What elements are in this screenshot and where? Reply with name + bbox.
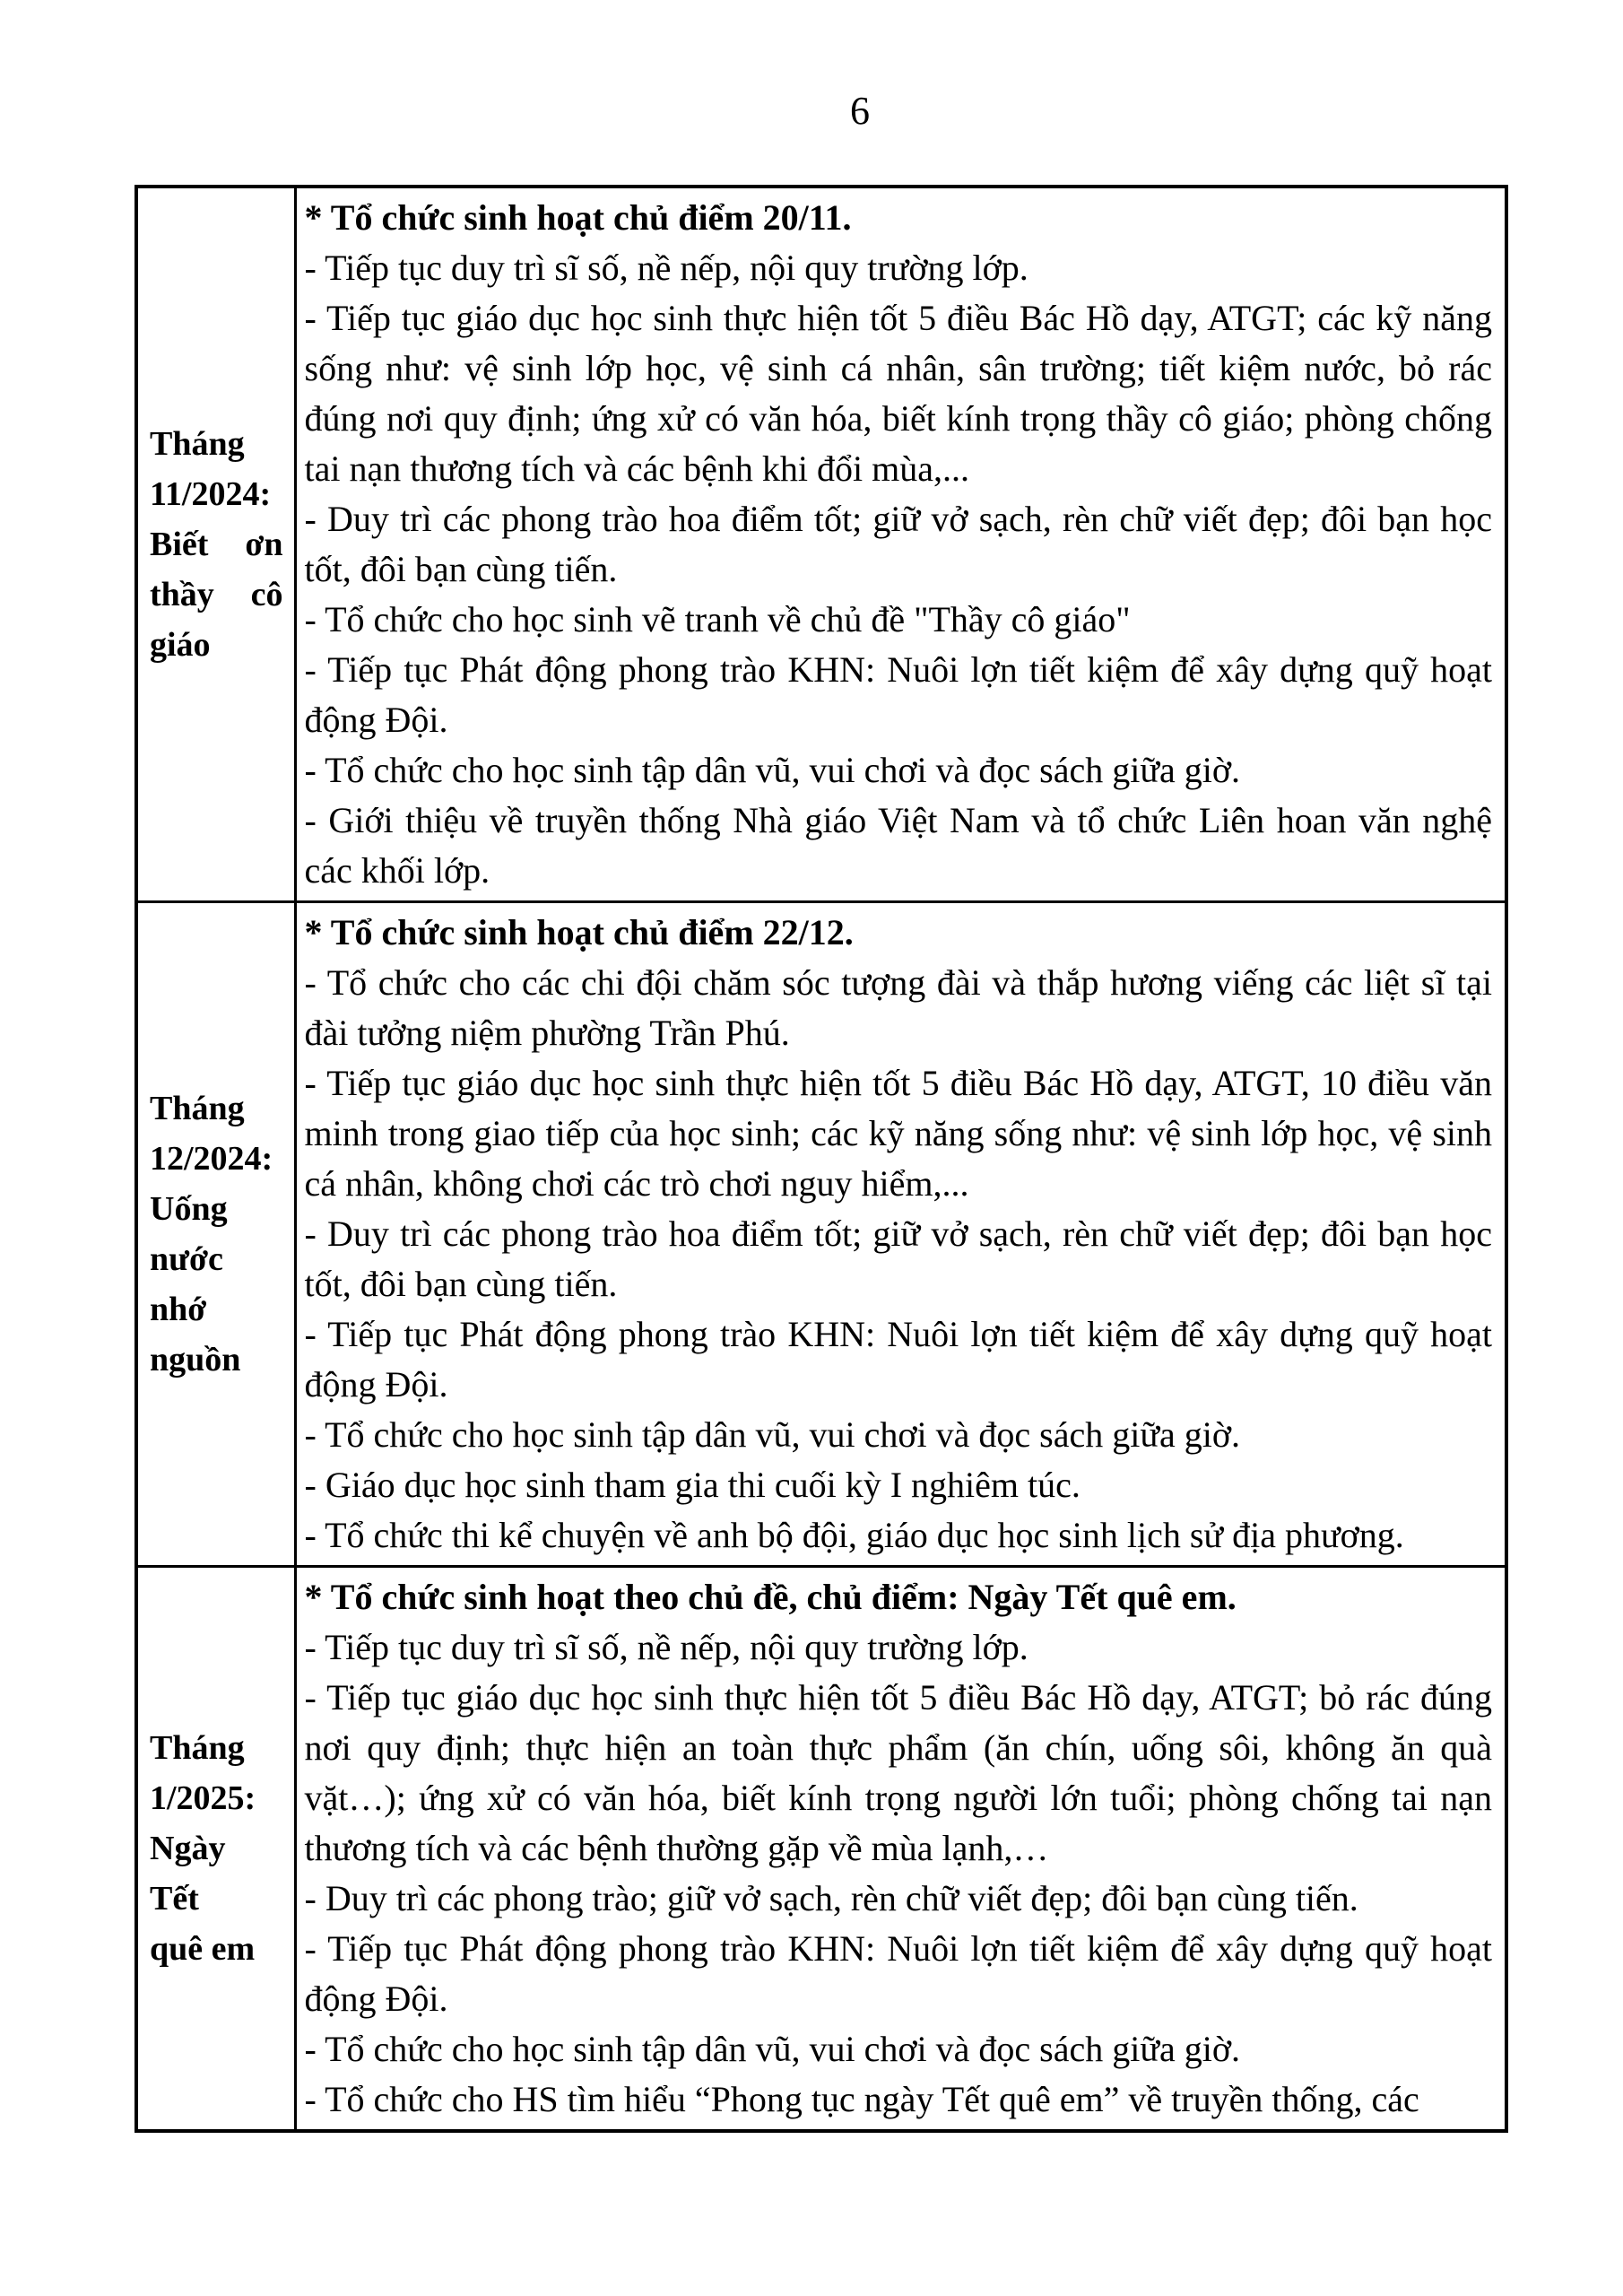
activity-item: - Tiếp tục duy trì sĩ số, nề nếp, nội quy trường lớp.: [304, 248, 1028, 288]
month-line: Biết ơn: [150, 526, 283, 563]
activity-item: - Tiếp tục duy trì sĩ số, nề nếp, nội quy trường lớp.: [304, 1627, 1028, 1667]
month-cell: [136, 187, 295, 902]
month-line: quê em: [150, 1930, 256, 1968]
month-line: 12/2024:: [150, 1140, 273, 1178]
table-row: [136, 1567, 1506, 2132]
activity-item: - Duy trì các phong trào hoa điểm tốt; giữ vở sạch, rèn chữ viết đẹp; đôi bạn học tốt, đôi bạn cùng tiến.: [304, 499, 1492, 589]
month-line: Tháng: [150, 425, 245, 463]
activity-header: * Tổ chức sinh hoạt chủ điểm 22/12.: [304, 912, 854, 952]
activity-item: - Duy trì các phong trào hoa điểm tốt; giữ vở sạch, rèn chữ viết đẹp; đôi bạn học tốt, đôi bạn cùng tiến.: [304, 1213, 1492, 1304]
month-line: Ngày: [150, 1830, 226, 1867]
month-line: giáo: [150, 626, 211, 664]
activity-item: - Tiếp tục Phát động phong trào KHN: Nuôi lợn tiết kiệm để xây dựng quỹ hoạt động Đội.: [304, 1314, 1492, 1405]
month-line: Tháng: [150, 1090, 245, 1127]
activity-item: - Duy trì các phong trào; giữ vở sạch, rèn chữ viết đẹp; đôi bạn cùng tiến.: [304, 1878, 1358, 1918]
activity-item: - Tổ chức cho học sinh tập dân vũ, vui chơi và đọc sách giữa giờ.: [304, 1414, 1241, 1455]
month-line: Tháng: [150, 1729, 245, 1767]
table-row: [136, 902, 1506, 1567]
activity-item: - Tổ chức cho HS tìm hiểu “Phong tục ngày Tết quê em” về truyền thống, các: [304, 2079, 1419, 2119]
activity-item: - Tiếp tục Phát động phong trào KHN: Nuôi lợn tiết kiệm để xây dựng quỹ hoạt động Đội.: [304, 1928, 1492, 2019]
month-line: nhớ: [150, 1291, 207, 1328]
month-line: Uống: [150, 1190, 228, 1228]
month-cell: [136, 902, 295, 1567]
month-line: 1/2025:: [150, 1779, 256, 1817]
activity-header: * Tổ chức sinh hoạt chủ điểm 20/11.: [304, 197, 852, 238]
activity-item: - Tổ chức cho các chi đội chăm sóc tượng đài và thắp hương viếng các liệt sĩ tại đài tưởng niệm phường Trần Phú.: [304, 962, 1492, 1053]
activity-item: - Tổ chức cho học sinh vẽ tranh về chủ đề "Thầy cô giáo": [304, 599, 1131, 639]
activity-item: - Tiếp tục giáo dục học sinh thực hiện tốt 5 điều Bác Hồ dạy, ATGT; các kỹ năng sống như: vệ sinh lớp học, vệ sinh cá nhân, sân trường; tiết kiệm nước, bỏ rác đúng nơi quy định; ứng xử có văn hóa, biết kính trọng thầy cô giáo; phòng chống tai nạn thương tích và các bệnh khi đổi mùa,...: [304, 298, 1492, 489]
month-line: thầy cô: [150, 576, 283, 613]
month-line: Tết: [150, 1880, 199, 1918]
table-row: [136, 187, 1506, 902]
activity-item: - Giới thiệu về truyền thống Nhà giáo Việt Nam và tổ chức Liên hoan văn nghệ các khối lớp.: [304, 800, 1492, 891]
month-cell: [136, 1567, 295, 2132]
activity-item: - Tổ chức cho học sinh tập dân vũ, vui chơi và đọc sách giữa giờ.: [304, 2029, 1241, 2069]
activity-header: * Tổ chức sinh hoạt theo chủ đề, chủ điểm: Ngày Tết quê em.: [304, 1577, 1237, 1617]
activity-item: - Tổ chức cho học sinh tập dân vũ, vui chơi và đọc sách giữa giờ.: [304, 750, 1241, 790]
activity-item: - Tổ chức thi kể chuyện về anh bộ đội, giáo dục học sinh lịch sử địa phương.: [304, 1515, 1404, 1555]
activity-item: - Tiếp tục Phát động phong trào KHN: Nuôi lợn tiết kiệm để xây dựng quỹ hoạt động Đội.: [304, 649, 1492, 740]
activities-cell: [295, 902, 1506, 1567]
month-line: nước: [150, 1240, 223, 1278]
month-line: 11/2024:: [150, 475, 272, 513]
month-line: nguồn: [150, 1341, 241, 1378]
monthly-activities-table: [135, 185, 1508, 2133]
activity-item: - Tiếp tục giáo dục học sinh thực hiện tốt 5 điều Bác Hồ dạy, ATGT; bỏ rác đúng nơi quy định; thực hiện an toàn thực phẩm (ăn chín, uống sôi, không ăn quà vặt…); ứng xử có văn hóa, biết kính trọng người lớn tuổi; phòng chống tai nạn thương tích và các bệnh thường gặp về mùa lạnh,…: [304, 1677, 1492, 1868]
activities-cell: [295, 187, 1506, 902]
activity-item: - Giáo dục học sinh tham gia thi cuối kỳ I nghiêm túc.: [304, 1465, 1081, 1505]
activity-item: - Tiếp tục giáo dục học sinh thực hiện tốt 5 điều Bác Hồ dạy, ATGT, 10 điều văn minh trong giao tiếp của học sinh; các kỹ năng sống như: vệ sinh lớp học, vệ sinh cá nhân, không chơi các trò chơi nguy hiểm,...: [304, 1063, 1492, 1204]
page-number: 6: [850, 89, 870, 133]
activities-cell: [295, 1567, 1506, 2132]
